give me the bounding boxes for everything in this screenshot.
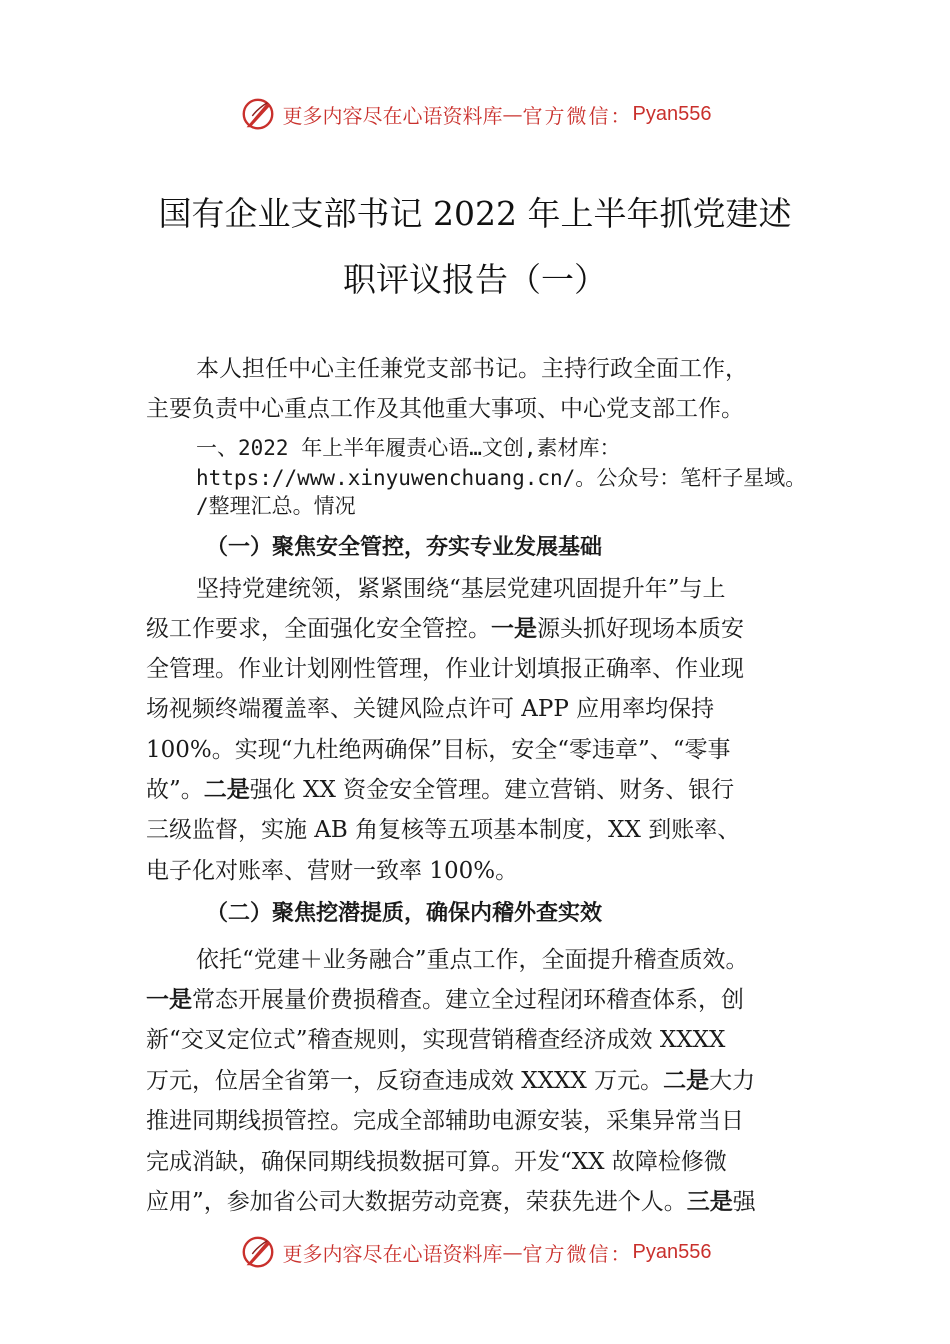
section1-line-3: /整理汇总。情况 [196, 494, 356, 518]
p2-line-4: 万元，位居全省第一，反窃查违成效 XXXX 万元。二是大力 [146, 1067, 756, 1094]
header-banner [0, 94, 950, 134]
quill-logo-icon [239, 95, 277, 133]
banner-site-name: 更多内容尽在心语资料库 [282, 1241, 503, 1266]
footer-banner [0, 1232, 950, 1272]
banner-dash: — [502, 102, 523, 126]
p2-line-7: 应用”，参加省公司大数据劳动竞赛，荣获先进个人。三是强 [146, 1188, 756, 1215]
subheading-1: （一）聚焦安全管控，夯实专业发展基础 [206, 534, 603, 560]
p1-line-8: 电子化对账率、营财一致率 100%。 [146, 858, 519, 884]
intro-line-1: 本人担任中心主任兼党支部书记。主持行政全面工作， [196, 356, 748, 382]
p1-line-7: 三级监督，实施 AB 角复核等五项基本制度，XX 到账率、 [146, 817, 741, 843]
p2-line-2: 一是常态开展量价费损稽查。建立全过程闭环稽查体系，创 [146, 986, 744, 1013]
section1-line-1: 一、2022 年上半年履责心语…文创,素材库： [196, 436, 621, 460]
p2-line-1: 依托“党建＋业务融合”重点工作，全面提升稽查质效。 [196, 947, 749, 973]
p2-line-3: 新“交叉定位式”稽查规则，实现营销稽查经济成效 XXXX [146, 1027, 726, 1053]
document-title-line-2: 职评议报告（一） [343, 260, 607, 299]
quill-logo-icon [239, 1233, 277, 1271]
p1-line-3: 全管理。作业计划刚性管理，作业计划填报正确率、作业现 [146, 656, 744, 682]
p2-line-5: 推进同期线损管控。完成全部辅助电源安装，采集异常当日 [146, 1108, 744, 1134]
banner-site-name: 更多内容尽在心语资料库 [282, 103, 503, 128]
banner-dash: — [502, 1240, 523, 1264]
p1-line-6: 故”。二是强化 XX 资金安全管理。建立营销、财务、银行 [146, 776, 735, 803]
banner-wechat-label: 官方微信： [522, 1241, 633, 1266]
p1-line-1: 坚持党建统领，紧紧围绕“基层党建巩固提升年”与上 [196, 576, 726, 602]
p1-line-2: 级工作要求，全面强化安全管控。一是源头抓好现场本质安 [146, 615, 744, 642]
document-title-line-1: 国有企业支部书记 2022 年上半年抓党建述 [158, 194, 792, 233]
p1-line-4: 场视频终端覆盖率、关键风险点许可 APP 应用率均保持 [146, 696, 715, 722]
p1-line-5: 100%。实现“九杜绝两确保”目标，安全“零违章”、“零事 [146, 737, 731, 763]
banner-wechat-id: Pyan556 [632, 1240, 712, 1263]
p2-line-6: 完成消缺，确保同期线损数据可算。开发“XX 故障检修微 [146, 1149, 727, 1175]
section1-line-2: https://www.xinyuwenchuang.cn/。公众号：笔杆子星域。 [196, 466, 807, 490]
banner-wechat-label: 官方微信： [522, 103, 633, 128]
intro-line-2: 主要负责中心重点工作及其他重大事项、中心党支部工作。 [146, 396, 744, 422]
banner-wechat-id: Pyan556 [632, 102, 712, 125]
subheading-2: （二）聚焦挖潜提质，确保内稽外查实效 [206, 900, 603, 926]
